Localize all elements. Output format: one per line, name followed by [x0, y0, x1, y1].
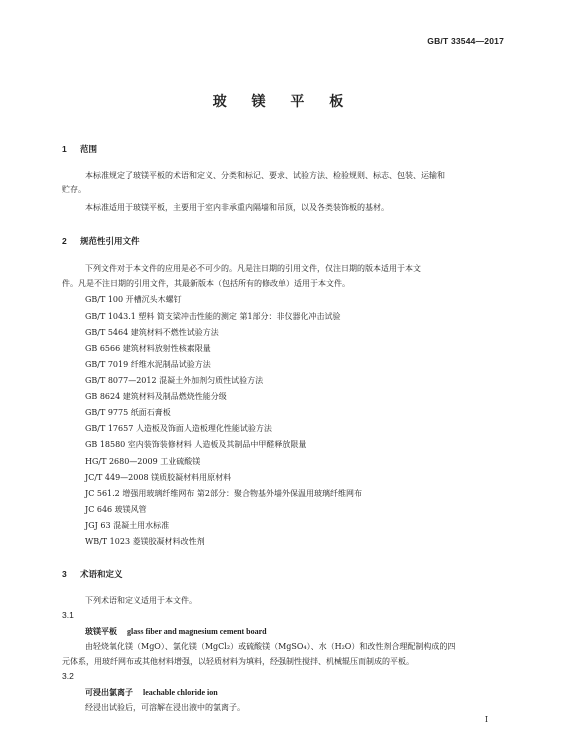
reference-item: GB 8624 建筑材料及制品燃烧性能分级 — [85, 392, 227, 401]
reference-item: JC/T 449—2008 镁质胶凝材料用原材料 — [85, 473, 232, 482]
terms-intro: 下列术语和定义适用于本文件。 — [85, 596, 197, 605]
references-intro-line-2: 件。凡是不注日期的引用文件，其最新版本（包括所有的修改单）适用于本文件。 — [62, 279, 350, 288]
term-number: 3.1 — [62, 610, 74, 620]
reference-item: HG/T 2680—2009 工业硫酸镁 — [85, 457, 201, 466]
reference-item: GB 6566 建筑材料放射性核素限量 — [85, 344, 211, 353]
section-2-heading — [62, 235, 140, 247]
reference-item: JGJ 63 混凝土用水标准 — [85, 521, 170, 530]
scope-paragraph-2: 本标准适用于玻镁平板，主要用于室内非承重内隔墙和吊顶，以及各类装饰板的基材。 — [85, 203, 389, 212]
section-title: 规范性引用文件 — [80, 236, 140, 246]
section-3-heading — [62, 568, 123, 580]
section-title: 范围 — [80, 144, 98, 154]
section-number: 1 — [62, 144, 67, 154]
page-number: I — [484, 715, 488, 724]
reference-item: GB/T 9775 纸面石膏板 — [85, 408, 171, 417]
reference-item: GB 18580 室内装饰装修材料 人造板及其制品中甲醛释放限量 — [85, 440, 307, 449]
section-number: 2 — [62, 236, 67, 246]
section-title: 术语和定义 — [80, 569, 123, 579]
reference-item: JC 646 玻镁风管 — [85, 505, 147, 514]
term-heading — [85, 626, 267, 637]
term-english: glass fiber and magnesium cement board — [127, 627, 267, 636]
scope-paragraph-1-line-1: 本标准规定了玻镁平板的术语和定义、分类和标记、要求、试验方法、检验规则、标志、包装、运输和 — [85, 171, 445, 180]
reference-item: JC 561.2 增强用玻璃纤维网布 第2部分：聚合物基外墙外保温用玻璃纤维网布 — [85, 489, 362, 498]
scope-paragraph-1-line-2: 贮存。 — [62, 185, 86, 194]
term-heading — [85, 687, 218, 698]
document-title: 玻 镁 平 板 — [212, 94, 354, 110]
term-definition-line-1: 经浸出试验后，可溶解在浸出液中的氯离子。 — [85, 703, 245, 712]
section-number: 3 — [62, 569, 67, 579]
reference-item: WB/T 1023 菱镁胶凝材料改性剂 — [85, 537, 205, 546]
reference-item: GB/T 100 开槽沉头木螺钉 — [85, 295, 182, 304]
term-definition-line-1: 由轻烧氧化镁（MgO）、氯化镁（MgCl₂）或硫酸镁（MgSO₄）、水（H₂O）和改性剂合理配制构成的四 — [85, 642, 456, 651]
term-english: leachable chloride ion — [143, 688, 218, 697]
reference-item: GB/T 5464 建筑材料不燃性试验方法 — [85, 328, 219, 337]
reference-item: GB/T 1043.1 塑料 简支梁冲击性能的测定 第1部分：非仪器化冲击试验 — [85, 312, 341, 321]
reference-item: GB/T 17657 人造板及饰面人造板理化性能试验方法 — [85, 424, 272, 433]
term-definition-line-2: 元体系，用玻纤网布或其他材料增强，以轻质材料为填料，经强制性搅拌、机械辊压而制成的平板。 — [62, 657, 414, 666]
standard-code: GB/T 33544—2017 — [427, 36, 504, 46]
references-intro-line-1: 下列文件对于本文件的应用是必不可少的。凡是注日期的引用文件，仅注日期的版本适用于本文 — [85, 264, 421, 273]
term-number: 3.2 — [62, 671, 74, 681]
reference-item: GB/T 7019 纤维水泥制品试验方法 — [85, 360, 211, 369]
term-chinese: 玻镁平板 — [85, 626, 117, 636]
section-1-heading — [62, 143, 97, 155]
reference-item: GB/T 8077—2012 混凝土外加剂匀质性试验方法 — [85, 376, 264, 385]
term-chinese: 可浸出氯离子 — [85, 687, 133, 697]
